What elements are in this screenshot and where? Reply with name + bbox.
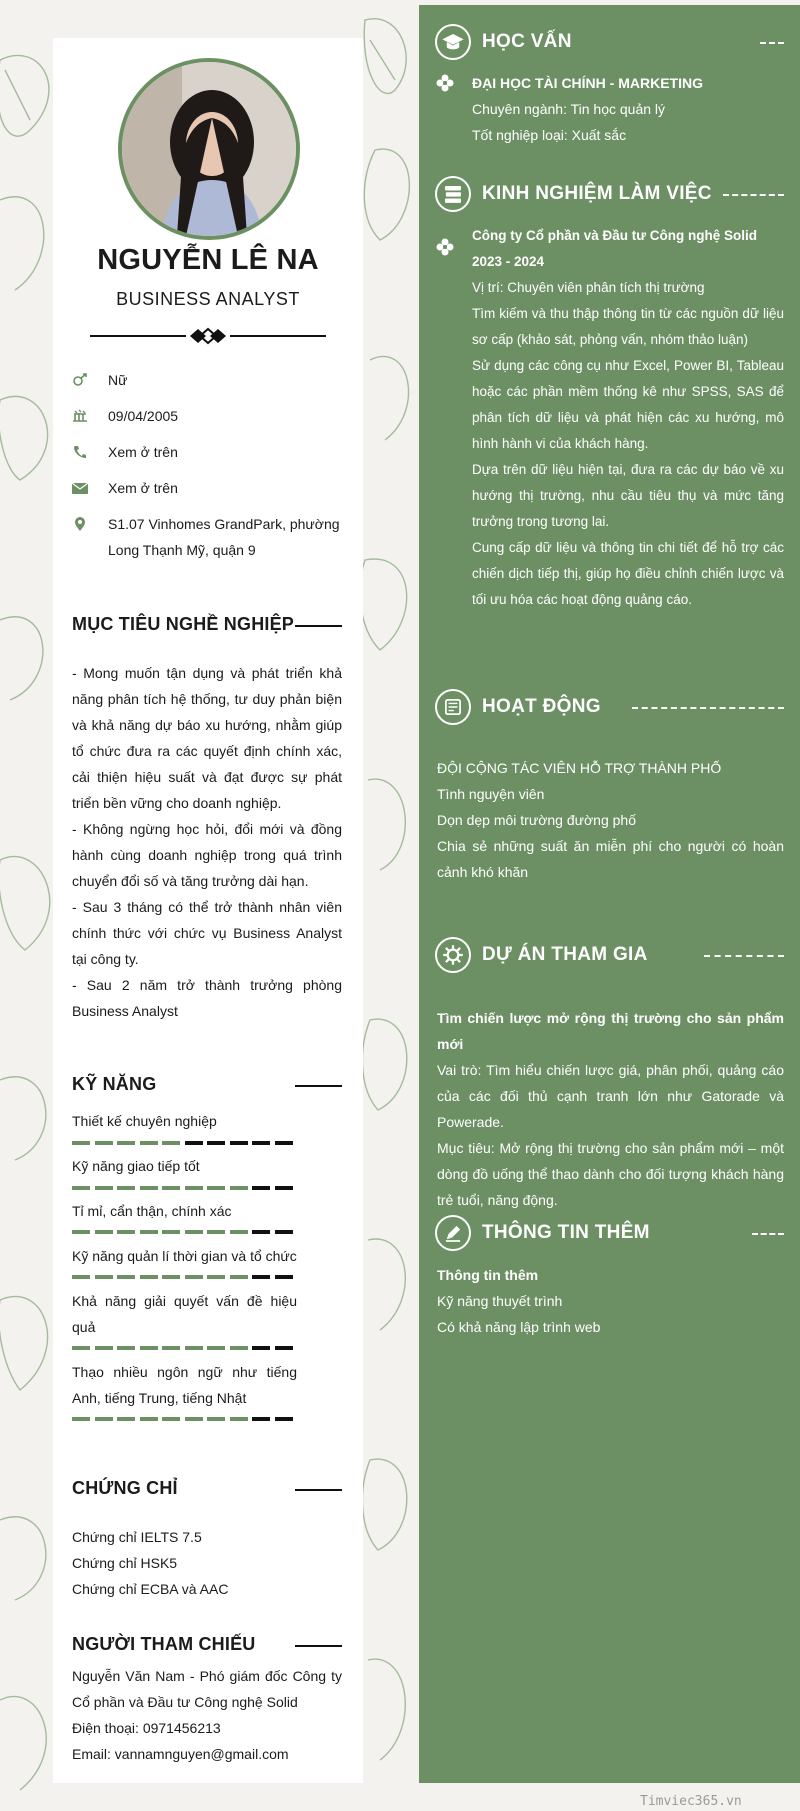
skill-dash [140, 1275, 158, 1279]
skill-dash [252, 1141, 270, 1145]
skill-dash [275, 1346, 293, 1350]
skill-dash [230, 1417, 248, 1421]
skill-dash [207, 1417, 225, 1421]
skill-dash [230, 1141, 248, 1145]
certificates-list [72, 1524, 352, 1602]
activities-details: ĐỘI CỘNG TÁC VIÊN HỖ TRỢ THÀNH PHỐ Tình nguyện viên Dọn dẹp môi trường đường phố Chia sẻ những suất ăn miễn phí cho người có hoàn cảnh khó khăn [437, 760, 784, 880]
skill-level-bar [72, 1186, 297, 1190]
skill-name: Kỹ năng quản lí thời gian và tổ chức [72, 1248, 297, 1264]
flower-icon [436, 74, 454, 92]
skill-name: Khả năng giải quyết vấn đề hiệu quả [72, 1293, 297, 1335]
skill-dash [162, 1275, 180, 1279]
skill-dash [95, 1141, 113, 1145]
skill-dash [117, 1346, 135, 1350]
skill-dash [185, 1186, 203, 1190]
certificate-item: Chứng chỉ HSK5 [72, 1555, 178, 1571]
experience-details: Công ty Cổ phần và Đầu tư Công nghệ Solid 2023 - 2024 Vị trí: Chuyên viên phân tích thị trường Tìm kiếm và thu thập thông tin từ các nguồn dữ liệu sơ cấp (khảo sát, phỏng vấn, nhóm thảo luận) Sử dụng các công cụ như Excel, Power BI, Tableau hoặc các phần mềm thống kê như SPSS, SAS để phân tích dữ liệu và phát hiện các xu hướng, mô hình hành vi của khách hàng. Dựa trên dữ liệu hiện tại, đưa ra các dự báo về xu hướng thị trường, nhu cầu tiêu thụ và mức tăng trưởng trong tương lai. Cung cấp dữ liệu và thông tin chi tiết để hỗ trợ các chiến dịch tiếp thị, giúp họ điều chỉnh chiến lược và tối ưu hóa các hoạt động quảng cáo. [472, 228, 784, 607]
certificates-line [295, 1489, 342, 1491]
flower-icon [436, 238, 454, 256]
skill-dash [252, 1346, 270, 1350]
certificate-item: Chứng chỉ ECBA và AAC [72, 1581, 229, 1597]
graduation-cap-icon [435, 24, 471, 60]
skill-dash [140, 1186, 158, 1190]
name-divider [90, 326, 326, 346]
books-icon [435, 176, 471, 212]
skill-level-bar [72, 1275, 297, 1279]
skill-level-bar [72, 1141, 297, 1145]
extra-dash [752, 1233, 784, 1235]
gear-icon [435, 937, 471, 973]
skill-level-bar [72, 1417, 297, 1421]
skill-dash [95, 1417, 113, 1421]
skill-dash [162, 1186, 180, 1190]
education-dash [760, 42, 784, 44]
skill-name: Kỹ năng giao tiếp tốt [72, 1158, 200, 1174]
experience-dash [723, 194, 784, 196]
skill-level-bar [72, 1346, 297, 1350]
skill-dash [95, 1275, 113, 1279]
email-icon [72, 481, 88, 495]
location-icon [72, 517, 88, 531]
skill-dash [162, 1346, 180, 1350]
candidate-name: NGUYỄN LÊ NA [97, 244, 319, 276]
skill-dash [207, 1186, 225, 1190]
skill-dash [162, 1230, 180, 1234]
references-title: NGƯỜI THAM CHIẾU [72, 1634, 256, 1654]
skill-level-bar [72, 1230, 297, 1234]
phone-icon [72, 445, 88, 459]
projects-dash [704, 955, 784, 957]
skill-dash [185, 1346, 203, 1350]
skill-name: Tỉ mỉ, cẩn thận, chính xác [72, 1203, 232, 1219]
skill-dash [230, 1275, 248, 1279]
skill-dash [252, 1186, 270, 1190]
skill-dash [72, 1141, 90, 1145]
skill-dash [162, 1141, 180, 1145]
projects-title: DỰ ÁN THAM GIA [482, 944, 648, 965]
skill-dash [230, 1186, 248, 1190]
skill-dash [162, 1417, 180, 1421]
skill-dash [207, 1230, 225, 1234]
skill-dash [117, 1186, 135, 1190]
certificates-title: CHỨNG CHỈ [72, 1478, 178, 1498]
skill-dash [95, 1346, 113, 1350]
objective-text: - Mong muốn tận dụng và phát triển khả năng phân tích hệ thống, tư duy phản biện và khả năng dự báo xu hướng, nhằm giúp tổ chức đưa ra các quyết định chính xác, cải thiện hiệu suất và đạt được sự phát triển bền vững cho doanh nghiệp. - Không ngừng học hỏi, đổi mới và đồng hành cùng doanh nghiệp trong quá trình chuyển đổi số và tăng trưởng dài hạn. - Sau 3 tháng có thể trở thành nhân viên chính thức với chức vụ Business Analyst tại công ty. - Sau 2 năm trở thành trưởng phòng Business Analyst [72, 665, 342, 1019]
skill-dash [275, 1275, 293, 1279]
skill-dash [230, 1230, 248, 1234]
pen-icon [435, 1215, 471, 1251]
gender-icon [72, 373, 88, 387]
skill-dash [252, 1417, 270, 1421]
skill-dash [117, 1141, 135, 1145]
references-text: Nguyễn Văn Nam - Phó giám đốc Công ty Cổ phần và Đầu tư Công nghệ Solid Điện thoại: 0971456213 Email: vannamnguyen@gmail.com [72, 1668, 342, 1762]
experience-title: KINH NGHIỆM LÀM VIỆC [482, 183, 712, 204]
skill-dash [185, 1417, 203, 1421]
extra-details: Thông tin thêm Kỹ năng thuyết trình Có khả năng lập trình web [437, 1267, 601, 1335]
references-line [295, 1645, 342, 1647]
skill-dash [207, 1346, 225, 1350]
skill-dash [275, 1230, 293, 1234]
watermark: Timviec365.vn [640, 1794, 742, 1809]
activities-title: HOẠT ĐỘNG [482, 696, 601, 717]
skills-title: KỸ NĂNG [72, 1074, 157, 1094]
skill-dash [230, 1346, 248, 1350]
skill-dash [275, 1141, 293, 1145]
activities-icon [435, 689, 471, 725]
skill-dash [72, 1275, 90, 1279]
skill-name: Thiết kế chuyên nghiệp [72, 1113, 217, 1129]
skill-dash [185, 1141, 203, 1145]
candidate-job-title: BUSINESS ANALYST [116, 289, 300, 309]
skill-dash [72, 1417, 90, 1421]
skill-dash [275, 1186, 293, 1190]
skill-dash [275, 1417, 293, 1421]
profile-photo [118, 58, 300, 240]
skill-dash [72, 1346, 90, 1350]
skills-line [295, 1085, 342, 1087]
objective-title: MỤC TIÊU NGHỀ NGHIỆP [72, 614, 295, 634]
skill-dash [252, 1230, 270, 1234]
skill-dash [185, 1230, 203, 1234]
skill-dash [207, 1275, 225, 1279]
skill-dash [140, 1346, 158, 1350]
calendar-icon [72, 409, 88, 423]
skill-dash [95, 1186, 113, 1190]
skill-dash [72, 1186, 90, 1190]
education-title: HỌC VẤN [482, 31, 572, 52]
skill-dash [95, 1230, 113, 1234]
skill-dash [140, 1141, 158, 1145]
certificate-item: Chứng chỉ IELTS 7.5 [72, 1529, 202, 1545]
skill-dash [117, 1417, 135, 1421]
skill-dash [185, 1275, 203, 1279]
skill-dash [140, 1230, 158, 1234]
activities-dash [632, 707, 784, 709]
skill-dash [207, 1141, 225, 1145]
skill-dash [252, 1275, 270, 1279]
education-details: ĐẠI HỌC TÀI CHÍNH - MARKETING Chuyên ngành: Tin học quản lý Tốt nghiệp loại: Xuất sắc [472, 75, 703, 143]
objective-line [295, 625, 342, 627]
skill-name: Thạo nhiều ngôn ngữ như tiếng Anh, tiếng Trung, tiếng Nhật [72, 1364, 297, 1406]
projects-details: Tìm chiến lược mở rộng thị trường cho sản phẩm mới Vai trò: Tìm hiểu chiến lược giá, phân phối, quảng cáo của các đối thủ cạnh tranh lớn như Gatorade và Powerade. Mục tiêu: Mở rộng thị trường cho sản phẩm mới – một dòng đồ uống thể thao dành cho đối tượng khách hàng trẻ tuổi, năng động. [437, 1010, 784, 1208]
skill-dash [72, 1230, 90, 1234]
extra-title: THÔNG TIN THÊM [482, 1222, 650, 1243]
skill-dash [117, 1275, 135, 1279]
skill-dash [140, 1417, 158, 1421]
skill-dash [117, 1230, 135, 1234]
